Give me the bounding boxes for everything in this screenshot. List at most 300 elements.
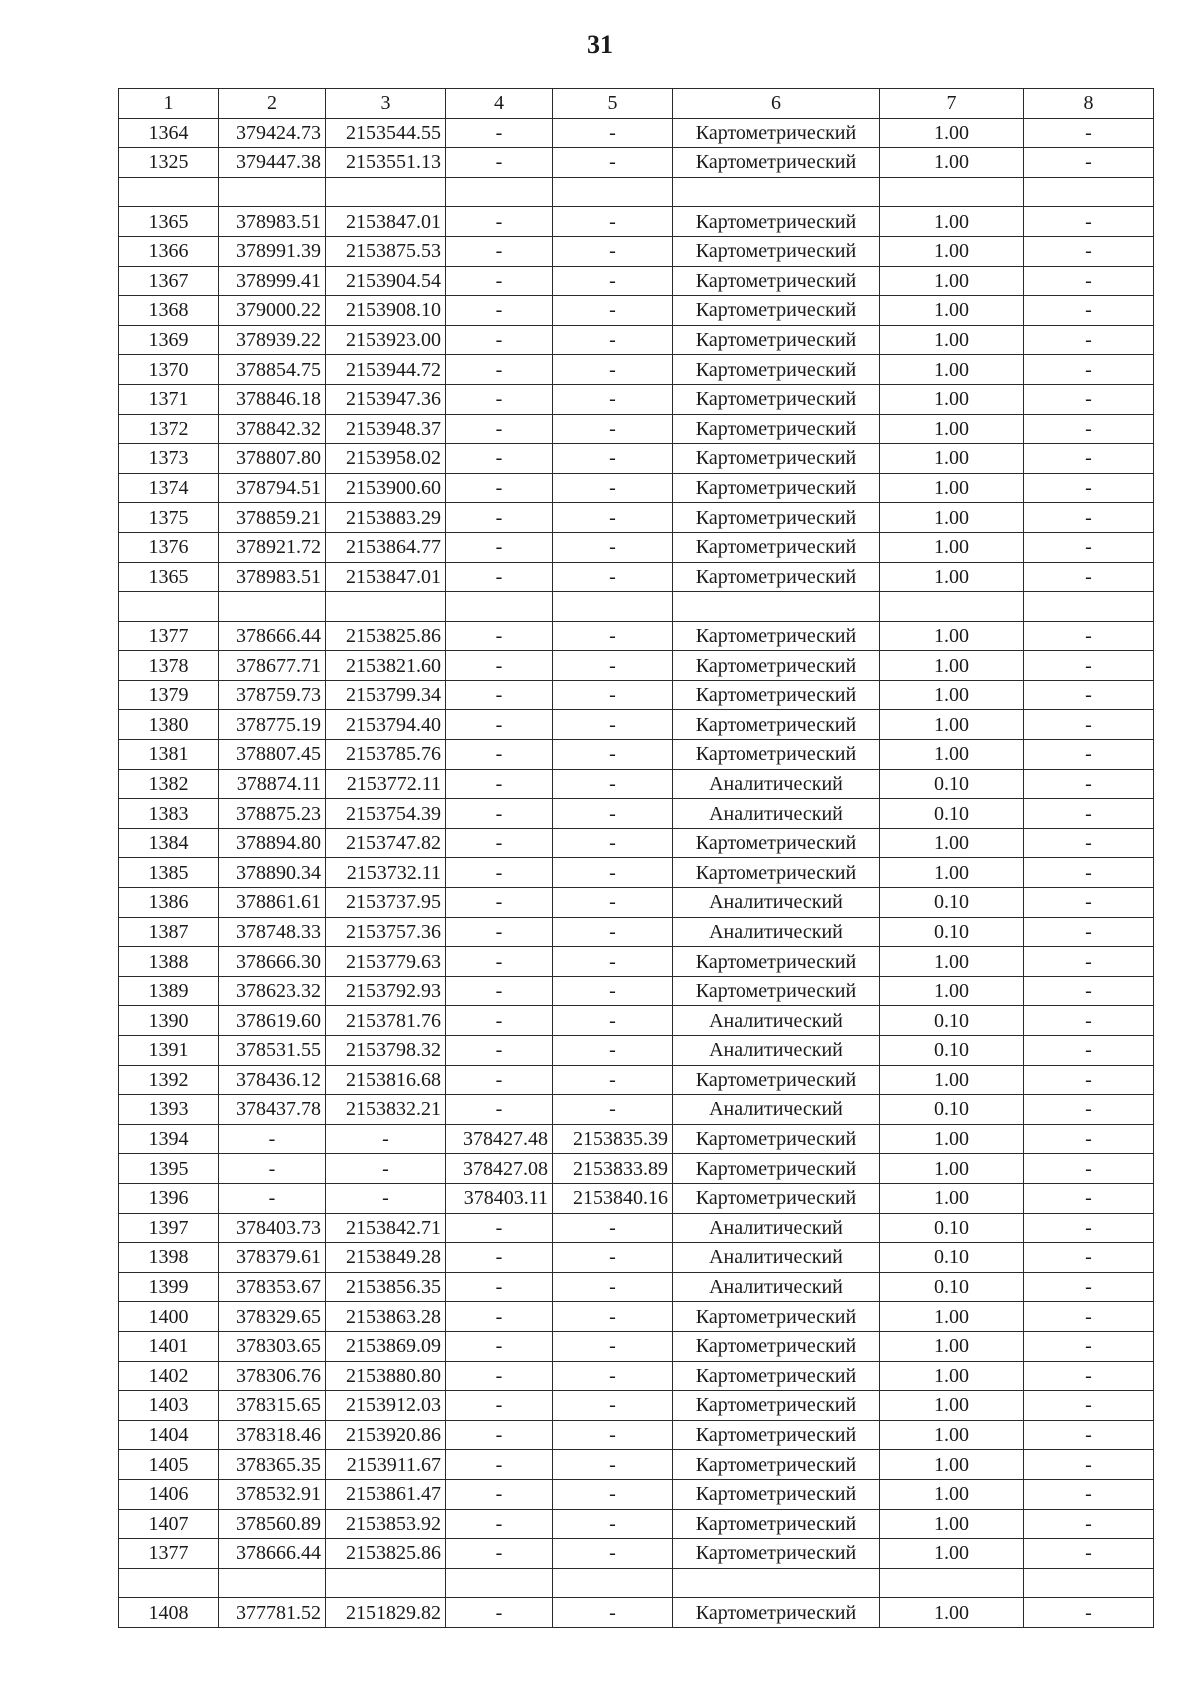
y-coord-cell: 2153875.53 <box>326 236 446 266</box>
table-row <box>119 473 1154 503</box>
note-cell: - <box>1024 118 1154 148</box>
point-number-cell: 1376 <box>119 532 219 562</box>
point-number-cell: 1366 <box>119 236 219 266</box>
y-coord-cell: 2153849.28 <box>326 1243 446 1273</box>
x-coord-cell: - <box>219 1183 326 1213</box>
y-coord-alt-cell: - <box>553 1331 673 1361</box>
point-number-cell: 1365 <box>119 207 219 237</box>
point-number-cell: 1375 <box>119 503 219 533</box>
x-coord-alt-cell: - <box>446 325 553 355</box>
method-cell: Картометрический <box>673 1154 880 1184</box>
x-coord-alt-cell: - <box>446 1539 553 1569</box>
note-cell: - <box>1024 1509 1154 1539</box>
point-number-cell: 1389 <box>119 976 219 1006</box>
x-coord-alt-cell: - <box>446 621 553 651</box>
method-cell: Картометрический <box>673 1065 880 1095</box>
y-coord-alt-cell: - <box>553 1450 673 1480</box>
method-cell: Картометрический <box>673 1479 880 1509</box>
point-number-cell: 1393 <box>119 1095 219 1125</box>
x-coord-cell: 378437.78 <box>219 1095 326 1125</box>
y-coord-alt-cell: - <box>553 148 673 178</box>
table-row-blank <box>119 177 1154 207</box>
table-row <box>119 1154 1154 1184</box>
x-coord-cell: 378894.80 <box>219 828 326 858</box>
accuracy-cell: 0.10 <box>880 1036 1024 1066</box>
point-number-cell: 1377 <box>119 621 219 651</box>
method-cell: Картометрический <box>673 473 880 503</box>
x-coord-alt-cell: - <box>446 1065 553 1095</box>
y-coord-alt-cell: - <box>553 414 673 444</box>
point-number-cell: 1379 <box>119 680 219 710</box>
method-cell: Картометрический <box>673 976 880 1006</box>
point-number-cell: 1381 <box>119 740 219 770</box>
accuracy-cell: 1.00 <box>880 947 1024 977</box>
accuracy-cell: 0.10 <box>880 917 1024 947</box>
method-cell: Картометрический <box>673 266 880 296</box>
x-coord-alt-cell: - <box>446 148 553 178</box>
point-number-cell: 1377 <box>119 1539 219 1569</box>
x-coord-alt-cell: - <box>446 444 553 474</box>
y-coord-alt-cell: - <box>553 118 673 148</box>
y-coord-cell: 2153900.60 <box>326 473 446 503</box>
table-row <box>119 266 1154 296</box>
note-cell: - <box>1024 148 1154 178</box>
note-cell: - <box>1024 1213 1154 1243</box>
note-cell: - <box>1024 296 1154 326</box>
method-cell: Аналитический <box>673 1272 880 1302</box>
table-row <box>119 562 1154 592</box>
x-coord-alt-cell: - <box>446 1450 553 1480</box>
x-coord-cell: 378329.65 <box>219 1302 326 1332</box>
method-cell: Картометрический <box>673 1302 880 1332</box>
accuracy-cell: 1.00 <box>880 325 1024 355</box>
table-row <box>119 296 1154 326</box>
y-coord-alt-cell <box>553 177 673 207</box>
table-row <box>119 207 1154 237</box>
note-cell: - <box>1024 1302 1154 1332</box>
point-number-cell: 1372 <box>119 414 219 444</box>
accuracy-cell: 1.00 <box>880 1598 1024 1628</box>
point-number-cell: 1368 <box>119 296 219 326</box>
note-cell: - <box>1024 1598 1154 1628</box>
y-coord-cell: 2153864.77 <box>326 532 446 562</box>
method-cell: Аналитический <box>673 1213 880 1243</box>
accuracy-cell: 0.10 <box>880 888 1024 918</box>
x-coord-cell: 378403.73 <box>219 1213 326 1243</box>
x-coord-alt-cell: - <box>446 473 553 503</box>
accuracy-cell: 0.10 <box>880 769 1024 799</box>
point-number-cell: 1385 <box>119 858 219 888</box>
accuracy-cell: 1.00 <box>880 414 1024 444</box>
x-coord-cell: 378306.76 <box>219 1361 326 1391</box>
point-number-cell: 1371 <box>119 384 219 414</box>
method-cell: Картометрический <box>673 296 880 326</box>
x-coord-cell: 378353.67 <box>219 1272 326 1302</box>
point-number-cell: 1374 <box>119 473 219 503</box>
accuracy-cell: 1.00 <box>880 1479 1024 1509</box>
point-number-cell: 1387 <box>119 917 219 947</box>
accuracy-cell <box>880 592 1024 622</box>
accuracy-cell: 1.00 <box>880 1124 1024 1154</box>
note-cell: - <box>1024 740 1154 770</box>
x-coord-cell: 378532.91 <box>219 1479 326 1509</box>
table-row <box>119 828 1154 858</box>
table-row <box>119 769 1154 799</box>
accuracy-cell: 1.00 <box>880 266 1024 296</box>
accuracy-cell: 1.00 <box>880 710 1024 740</box>
accuracy-cell: 1.00 <box>880 1509 1024 1539</box>
y-coord-alt-cell: - <box>553 1598 673 1628</box>
y-coord-cell: 2153825.86 <box>326 621 446 651</box>
note-cell: - <box>1024 1036 1154 1066</box>
note-cell: - <box>1024 799 1154 829</box>
header-cell: 3 <box>326 89 446 119</box>
x-coord-cell: 378999.41 <box>219 266 326 296</box>
y-coord-alt-cell: - <box>553 384 673 414</box>
method-cell <box>673 592 880 622</box>
table-header <box>119 89 1154 119</box>
table-row <box>119 236 1154 266</box>
point-number-cell: 1404 <box>119 1420 219 1450</box>
table-row <box>119 680 1154 710</box>
header-row <box>119 89 1154 119</box>
method-cell: Картометрический <box>673 384 880 414</box>
header-cell: 1 <box>119 89 219 119</box>
table-row <box>119 1302 1154 1332</box>
y-coord-cell: 2153861.47 <box>326 1479 446 1509</box>
y-coord-alt-cell: - <box>553 1065 673 1095</box>
method-cell: Аналитический <box>673 1036 880 1066</box>
x-coord-cell: 378991.39 <box>219 236 326 266</box>
method-cell: Картометрический <box>673 621 880 651</box>
header-cell: 2 <box>219 89 326 119</box>
x-coord-alt-cell: 378403.11 <box>446 1183 553 1213</box>
x-coord-alt-cell: - <box>446 384 553 414</box>
page-number: 31 <box>587 30 613 59</box>
x-coord-cell: 378365.35 <box>219 1450 326 1480</box>
x-coord-alt-cell: - <box>446 1213 553 1243</box>
table-row <box>119 858 1154 888</box>
y-coord-cell: 2153785.76 <box>326 740 446 770</box>
table-row-blank <box>119 592 1154 622</box>
accuracy-cell: 1.00 <box>880 562 1024 592</box>
accuracy-cell: 1.00 <box>880 1154 1024 1184</box>
point-number-cell: 1383 <box>119 799 219 829</box>
x-coord-alt-cell: - <box>446 1479 553 1509</box>
accuracy-cell: 1.00 <box>880 621 1024 651</box>
x-coord-alt-cell: - <box>446 710 553 740</box>
y-coord-alt-cell: - <box>553 976 673 1006</box>
y-coord-alt-cell: 2153840.16 <box>553 1183 673 1213</box>
x-coord-cell: 378842.32 <box>219 414 326 444</box>
table-row <box>119 1065 1154 1095</box>
note-cell: - <box>1024 888 1154 918</box>
method-cell: Картометрический <box>673 1598 880 1628</box>
y-coord-alt-cell <box>553 1568 673 1598</box>
method-cell: Картометрический <box>673 414 880 444</box>
accuracy-cell <box>880 177 1024 207</box>
x-coord-cell: 379424.73 <box>219 118 326 148</box>
method-cell: Картометрический <box>673 1124 880 1154</box>
header-cell: 6 <box>673 89 880 119</box>
note-cell: - <box>1024 355 1154 385</box>
x-coord-cell: 378677.71 <box>219 651 326 681</box>
method-cell: Картометрический <box>673 1183 880 1213</box>
accuracy-cell: 1.00 <box>880 828 1024 858</box>
accuracy-cell: 1.00 <box>880 1065 1024 1095</box>
note-cell: - <box>1024 651 1154 681</box>
y-coord-cell: 2153911.67 <box>326 1450 446 1480</box>
y-coord-cell: - <box>326 1154 446 1184</box>
method-cell: Картометрический <box>673 947 880 977</box>
x-coord-alt-cell: - <box>446 799 553 829</box>
y-coord-alt-cell: - <box>553 947 673 977</box>
point-number-cell <box>119 177 219 207</box>
y-coord-cell: 2153737.95 <box>326 888 446 918</box>
x-coord-alt-cell: - <box>446 207 553 237</box>
x-coord-cell: 378666.44 <box>219 1539 326 1569</box>
x-coord-alt-cell: - <box>446 1331 553 1361</box>
y-coord-cell: 2153747.82 <box>326 828 446 858</box>
x-coord-cell: 378315.65 <box>219 1391 326 1421</box>
method-cell: Картометрический <box>673 1420 880 1450</box>
method-cell: Картометрический <box>673 503 880 533</box>
note-cell: - <box>1024 828 1154 858</box>
table-row <box>119 1539 1154 1569</box>
y-coord-cell <box>326 177 446 207</box>
note-cell: - <box>1024 1065 1154 1095</box>
x-coord-alt-cell <box>446 592 553 622</box>
accuracy-cell: 1.00 <box>880 858 1024 888</box>
note-cell: - <box>1024 710 1154 740</box>
y-coord-alt-cell <box>553 592 673 622</box>
x-coord-alt-cell: - <box>446 414 553 444</box>
point-number-cell: 1380 <box>119 710 219 740</box>
coordinates-table <box>118 88 1154 1628</box>
point-number-cell: 1390 <box>119 1006 219 1036</box>
note-cell: - <box>1024 266 1154 296</box>
note-cell: - <box>1024 1243 1154 1273</box>
table-row <box>119 1213 1154 1243</box>
y-coord-alt-cell: - <box>553 1539 673 1569</box>
table-row <box>119 799 1154 829</box>
point-number-cell: 1396 <box>119 1183 219 1213</box>
point-number-cell <box>119 592 219 622</box>
point-number-cell: 1388 <box>119 947 219 977</box>
x-coord-cell <box>219 177 326 207</box>
x-coord-alt-cell: - <box>446 1006 553 1036</box>
y-coord-cell: 2153847.01 <box>326 562 446 592</box>
y-coord-cell: 2153863.28 <box>326 1302 446 1332</box>
accuracy-cell: 1.00 <box>880 236 1024 266</box>
accuracy-cell: 0.10 <box>880 1272 1024 1302</box>
note-cell: - <box>1024 1479 1154 1509</box>
x-coord-cell: - <box>219 1154 326 1184</box>
x-coord-alt-cell: - <box>446 118 553 148</box>
point-number-cell: 1382 <box>119 769 219 799</box>
note-cell: - <box>1024 1272 1154 1302</box>
x-coord-cell: 378379.61 <box>219 1243 326 1273</box>
accuracy-cell: 0.10 <box>880 1243 1024 1273</box>
x-coord-alt-cell: - <box>446 947 553 977</box>
table-row <box>119 1124 1154 1154</box>
x-coord-alt-cell: - <box>446 1509 553 1539</box>
table-row <box>119 1036 1154 1066</box>
x-coord-cell: 378874.11 <box>219 769 326 799</box>
point-number-cell: 1395 <box>119 1154 219 1184</box>
accuracy-cell: 1.00 <box>880 503 1024 533</box>
x-coord-alt-cell: - <box>446 532 553 562</box>
y-coord-alt-cell: - <box>553 1036 673 1066</box>
accuracy-cell: 1.00 <box>880 473 1024 503</box>
x-coord-alt-cell: - <box>446 888 553 918</box>
x-coord-cell: 378775.19 <box>219 710 326 740</box>
point-number-cell: 1391 <box>119 1036 219 1066</box>
method-cell <box>673 1568 880 1598</box>
table-row <box>119 355 1154 385</box>
note-cell <box>1024 592 1154 622</box>
y-coord-cell: 2153923.00 <box>326 325 446 355</box>
point-number-cell: 1397 <box>119 1213 219 1243</box>
x-coord-cell: 378807.45 <box>219 740 326 770</box>
accuracy-cell: 1.00 <box>880 1302 1024 1332</box>
note-cell: - <box>1024 976 1154 1006</box>
y-coord-cell <box>326 1568 446 1598</box>
note-cell: - <box>1024 1450 1154 1480</box>
point-number-cell: 1370 <box>119 355 219 385</box>
method-cell: Картометрический <box>673 1509 880 1539</box>
x-coord-alt-cell: - <box>446 1420 553 1450</box>
x-coord-alt-cell: - <box>446 680 553 710</box>
table-row <box>119 888 1154 918</box>
accuracy-cell: 1.00 <box>880 1361 1024 1391</box>
x-coord-alt-cell: - <box>446 740 553 770</box>
y-coord-cell: 2153825.86 <box>326 1539 446 1569</box>
table-row <box>119 740 1154 770</box>
x-coord-alt-cell: 378427.08 <box>446 1154 553 1184</box>
y-coord-alt-cell: - <box>553 917 673 947</box>
y-coord-alt-cell: - <box>553 1095 673 1125</box>
x-coord-cell: 378436.12 <box>219 1065 326 1095</box>
y-coord-cell <box>326 592 446 622</box>
method-cell: Картометрический <box>673 858 880 888</box>
table-row <box>119 118 1154 148</box>
table-row <box>119 1391 1154 1421</box>
y-coord-alt-cell: - <box>553 1361 673 1391</box>
x-coord-alt-cell: - <box>446 296 553 326</box>
y-coord-alt-cell: - <box>553 680 673 710</box>
y-coord-cell: 2151829.82 <box>326 1598 446 1628</box>
y-coord-alt-cell: - <box>553 1213 673 1243</box>
x-coord-alt-cell: - <box>446 1095 553 1125</box>
method-cell <box>673 177 880 207</box>
y-coord-cell: 2153832.21 <box>326 1095 446 1125</box>
point-number-cell: 1405 <box>119 1450 219 1480</box>
note-cell: - <box>1024 207 1154 237</box>
y-coord-alt-cell: - <box>553 296 673 326</box>
method-cell: Картометрический <box>673 207 880 237</box>
accuracy-cell: 0.10 <box>880 1213 1024 1243</box>
x-coord-cell: 378921.72 <box>219 532 326 562</box>
x-coord-alt-cell <box>446 1568 553 1598</box>
y-coord-cell: 2153757.36 <box>326 917 446 947</box>
table-row <box>119 917 1154 947</box>
x-coord-alt-cell: - <box>446 1272 553 1302</box>
header-cell: 8 <box>1024 89 1154 119</box>
note-cell: - <box>1024 769 1154 799</box>
y-coord-cell: 2153920.86 <box>326 1420 446 1450</box>
table-row <box>119 710 1154 740</box>
x-coord-cell <box>219 1568 326 1598</box>
table-row <box>119 621 1154 651</box>
note-cell: - <box>1024 414 1154 444</box>
x-coord-cell: 378859.21 <box>219 503 326 533</box>
x-coord-cell: 378807.80 <box>219 444 326 474</box>
y-coord-alt-cell: - <box>553 710 673 740</box>
y-coord-alt-cell: - <box>553 355 673 385</box>
method-cell: Аналитический <box>673 888 880 918</box>
x-coord-cell: 378318.46 <box>219 1420 326 1450</box>
point-number-cell: 1401 <box>119 1331 219 1361</box>
x-coord-alt-cell: - <box>446 917 553 947</box>
y-coord-alt-cell: - <box>553 1272 673 1302</box>
table-row <box>119 325 1154 355</box>
method-cell: Картометрический <box>673 236 880 266</box>
method-cell: Картометрический <box>673 118 880 148</box>
x-coord-alt-cell: - <box>446 1391 553 1421</box>
note-cell: - <box>1024 1006 1154 1036</box>
note-cell: - <box>1024 473 1154 503</box>
note-cell: - <box>1024 1361 1154 1391</box>
table-row <box>119 444 1154 474</box>
table-row <box>119 1272 1154 1302</box>
method-cell: Картометрический <box>673 651 880 681</box>
point-number-cell: 1407 <box>119 1509 219 1539</box>
y-coord-cell: 2153781.76 <box>326 1006 446 1036</box>
y-coord-cell: 2153908.10 <box>326 296 446 326</box>
x-coord-cell: - <box>219 1124 326 1154</box>
point-number-cell: 1402 <box>119 1361 219 1391</box>
accuracy-cell: 1.00 <box>880 355 1024 385</box>
method-cell: Аналитический <box>673 917 880 947</box>
y-coord-alt-cell: - <box>553 1006 673 1036</box>
point-number-cell: 1378 <box>119 651 219 681</box>
table-row <box>119 1095 1154 1125</box>
y-coord-alt-cell: 2153833.89 <box>553 1154 673 1184</box>
y-coord-alt-cell: - <box>553 740 673 770</box>
method-cell: Картометрический <box>673 355 880 385</box>
note-cell: - <box>1024 1124 1154 1154</box>
y-coord-cell: 2153842.71 <box>326 1213 446 1243</box>
x-coord-cell: 378983.51 <box>219 207 326 237</box>
accuracy-cell: 1.00 <box>880 651 1024 681</box>
method-cell: Аналитический <box>673 799 880 829</box>
x-coord-alt-cell: - <box>446 858 553 888</box>
method-cell: Аналитический <box>673 1006 880 1036</box>
note-cell: - <box>1024 621 1154 651</box>
accuracy-cell: 1.00 <box>880 680 1024 710</box>
x-coord-cell: 378748.33 <box>219 917 326 947</box>
note-cell: - <box>1024 562 1154 592</box>
table-row <box>119 384 1154 414</box>
accuracy-cell: 1.00 <box>880 976 1024 1006</box>
x-coord-alt-cell: - <box>446 1361 553 1391</box>
y-coord-alt-cell: - <box>553 473 673 503</box>
table-row <box>119 1598 1154 1628</box>
table-row <box>119 414 1154 444</box>
note-cell: - <box>1024 532 1154 562</box>
x-coord-alt-cell: - <box>446 355 553 385</box>
